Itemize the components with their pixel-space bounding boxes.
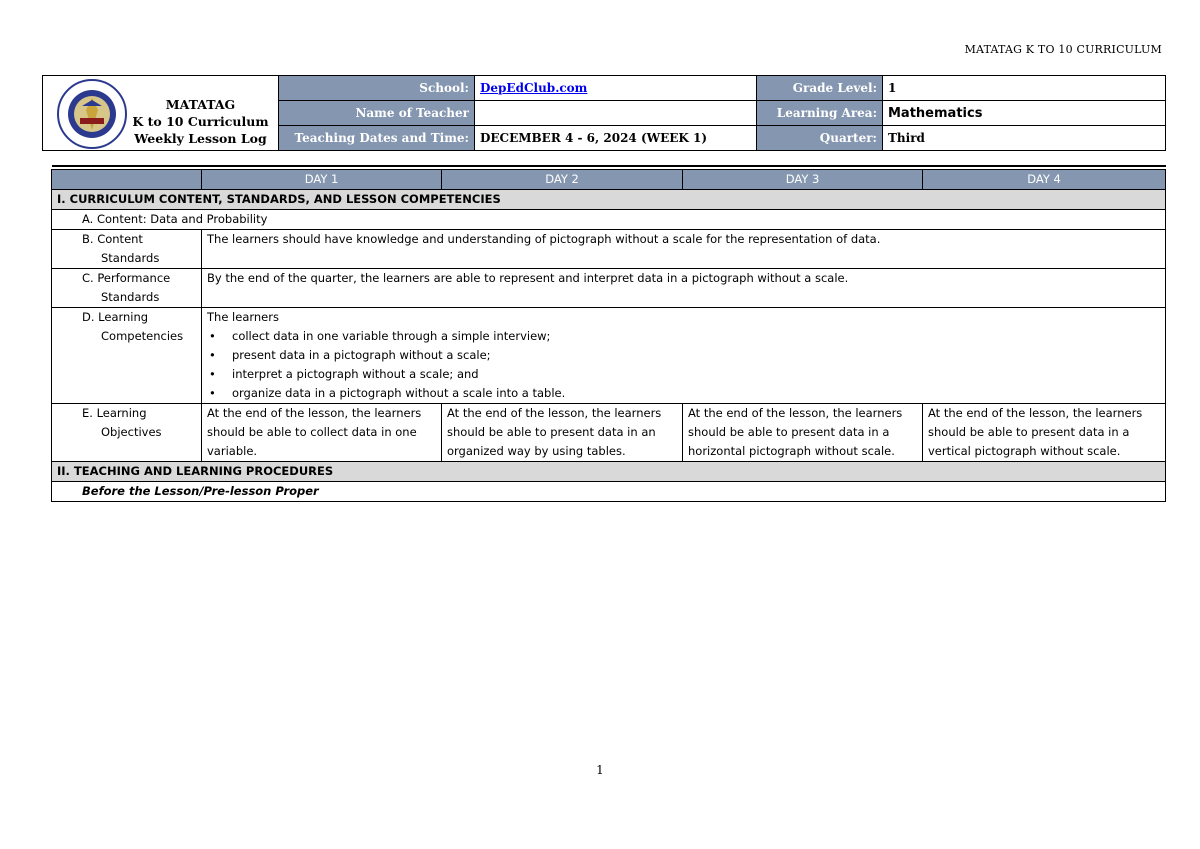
- school-label: School:: [279, 76, 475, 101]
- section-2-title: II. TEACHING AND LEARNING PROCEDURES: [52, 461, 1166, 481]
- objectives-label: [52, 403, 202, 461]
- competencies-label: [52, 307, 202, 403]
- grade-level-label: Grade Level:: [757, 76, 883, 101]
- section-2-subtitle: Before the Lesson/Pre-lesson Proper: [52, 481, 1166, 501]
- quarter-label: Quarter:: [757, 126, 883, 151]
- lesson-log-table: [51, 165, 1166, 502]
- brand-line-3: Weekly Lesson Log: [134, 131, 267, 146]
- day-2-header: DAY 2: [442, 169, 683, 189]
- competencies-cell: [202, 307, 1166, 403]
- day-1-header: DAY 1: [202, 169, 442, 189]
- teacher-value: [475, 101, 757, 126]
- header-table: [42, 75, 1166, 151]
- dates-label: Teaching Dates and Time:: [279, 126, 475, 151]
- section-1-title: I. CURRICULUM CONTENT, STANDARDS, AND LESSON COMPETENCIES: [52, 189, 1166, 209]
- competencies-label-2: Competencies: [101, 328, 184, 343]
- competencies-list: [207, 327, 1160, 403]
- school-value: [475, 76, 757, 101]
- objective-day-4: At the end of the lesson, the learners should be able to present data in a vertical pictograph without scale.: [923, 403, 1166, 461]
- objective-day-3: At the end of the lesson, the learners should be able to present data in a horizontal pictograph without scale.: [683, 403, 923, 461]
- content-standards-label-1: B. Content: [82, 231, 143, 246]
- page-number: 1: [596, 763, 604, 777]
- competencies-label-1: D. Learning: [82, 309, 149, 324]
- teacher-label: Name of Teacher: [279, 101, 475, 126]
- objective-day-1: At the end of the lesson, the learners should be able to collect data in one variable.: [202, 403, 442, 461]
- content-standards-label: [52, 229, 202, 268]
- logo-cell: [43, 76, 279, 151]
- performance-standards-text: By the end of the quarter, the learners are able to represent and interpret data in a pictograph without a scale.: [202, 268, 1166, 307]
- competency-item: • interpret a pictograph without a scale; and: [207, 365, 1160, 384]
- performance-standards-label-1: C. Performance: [82, 270, 171, 285]
- grade-level-value: 1: [883, 76, 1166, 101]
- performance-standards-label-2: Standards: [101, 289, 160, 304]
- dates-value: DECEMBER 4 - 6, 2024 (WEEK 1): [475, 126, 757, 151]
- objectives-label-2: Objectives: [101, 424, 162, 439]
- competency-item: • present data in a pictograph without a scale;: [207, 346, 1160, 365]
- learning-area-value: Mathematics: [883, 101, 1166, 126]
- day-3-header: DAY 3: [683, 169, 923, 189]
- quarter-value: Third: [883, 126, 1166, 151]
- day-header-blank: [52, 169, 202, 189]
- competency-item: • collect data in one variable through a simple interview;: [207, 327, 1160, 346]
- competencies-intro: The learners: [207, 309, 279, 324]
- brand-line-1: MATATAG: [165, 97, 236, 112]
- running-head: MATATAG K TO 10 CURRICULUM: [964, 43, 1162, 56]
- objective-day-2: At the end of the lesson, the learners should be able to present data in an organized way by using tables.: [442, 403, 683, 461]
- performance-standards-label: [52, 268, 202, 307]
- content-standards-label-2: Standards: [101, 250, 160, 265]
- learning-area-label: Learning Area:: [757, 101, 883, 126]
- day-4-header: DAY 4: [923, 169, 1166, 189]
- content-row: A. Content: Data and Probability: [52, 209, 1166, 229]
- objectives-label-1: E. Learning: [82, 405, 147, 420]
- brand-line-2: K to 10 Curriculum: [132, 114, 269, 129]
- school-link[interactable]: DepEdClub.com: [480, 81, 588, 95]
- content-standards-text: The learners should have knowledge and understanding of pictograph without a scale for the representation of data.: [202, 229, 1166, 268]
- competency-item: • organize data in a pictograph without a scale into a table.: [207, 384, 1160, 403]
- deped-seal-icon: [56, 78, 128, 150]
